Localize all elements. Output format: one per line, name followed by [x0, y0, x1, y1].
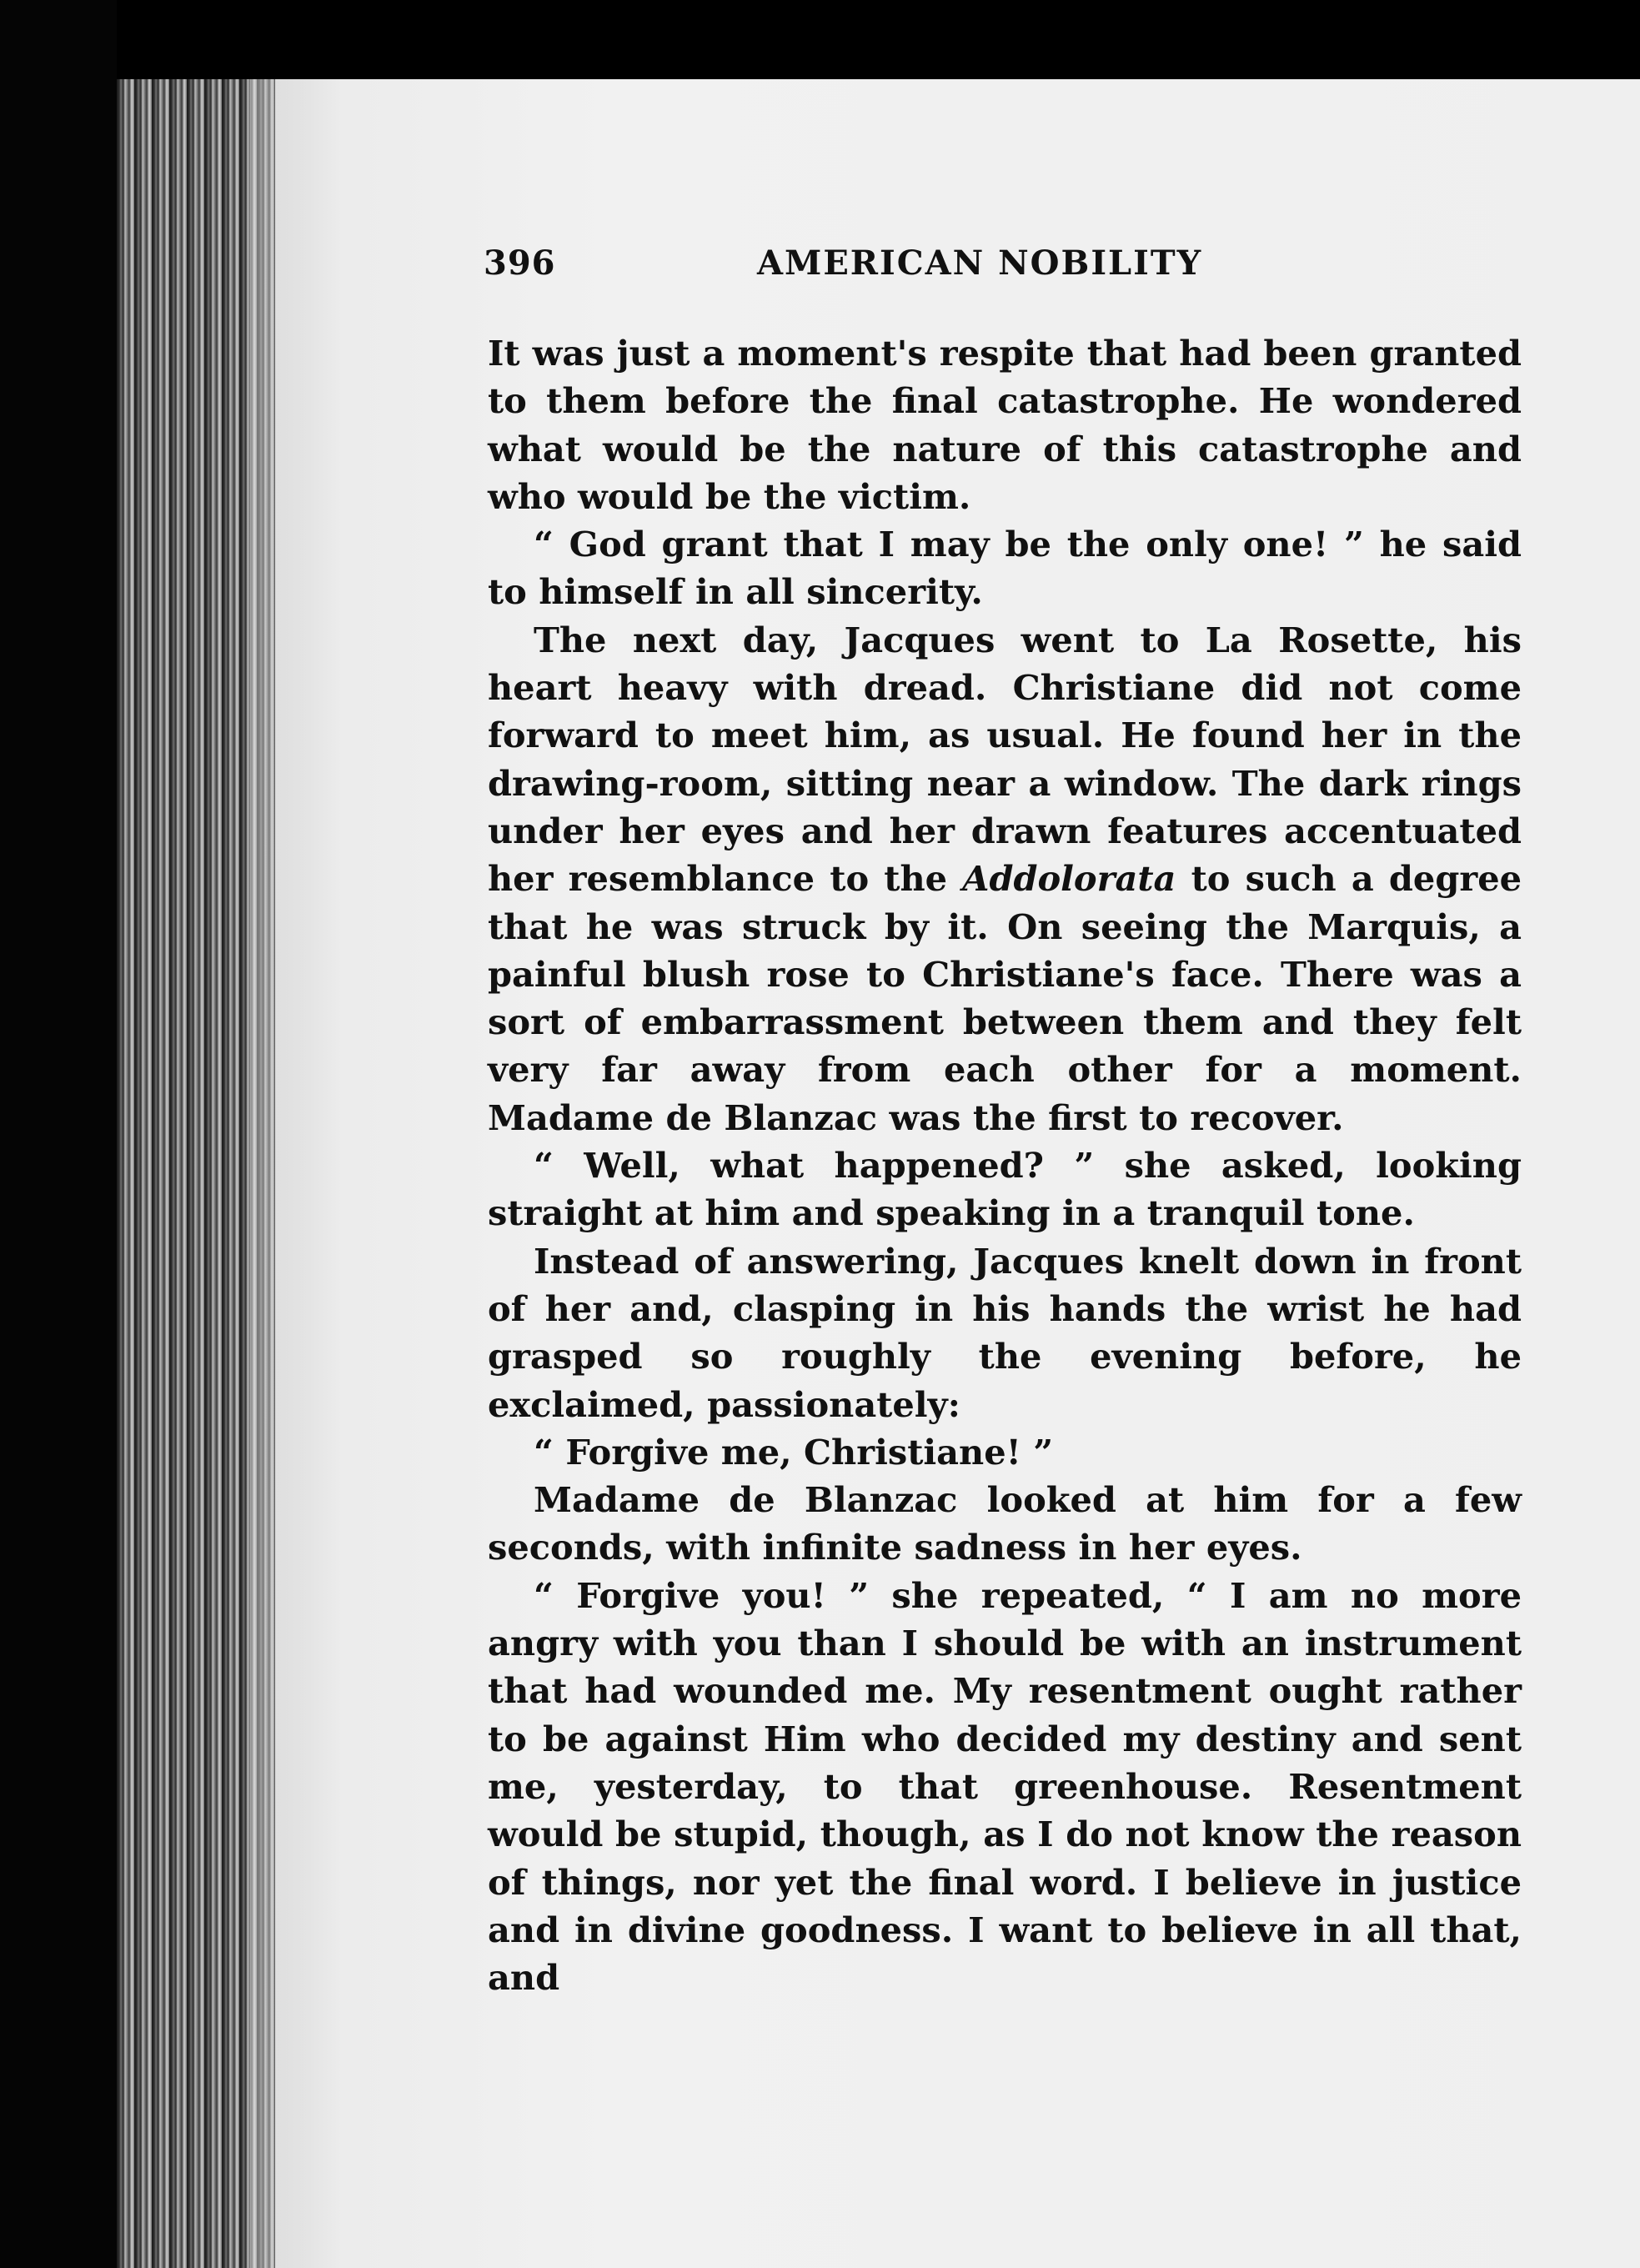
paragraph: “ Forgive you! ” she repeated, “ I am no more angry with you than I should be with an instrument that had wounded me. My resentment ought rather to be against Him who decided my destiny and sent me, yesterday, to that greenhouse. Resentment would be stupid, though, as I do not know the reason of things, nor yet the final word. I believe in justice and in divine goodness. I want to believe in all that, and — [488, 1574, 1522, 1999]
paragraph: “ Well, what happened? ” she asked, looking straight at him and speaking in a tranquil tone. — [488, 1145, 1522, 1234]
italic-word: Addolorata — [962, 858, 1176, 900]
paragraph: It was just a moment's respite that had been granted to them before the final catastrophe. He wondered what would be the nature of this catastrophe and who would be the victim. — [488, 333, 1522, 517]
paragraph: Madame de Blanzac looked at him for a few seconds, with infinite sadness in her eyes. — [488, 1479, 1522, 1568]
paragraph-text: to such a degree that he was struck by it. On seeing the Marquis, a painful blush rose to Christiane's face. There was a sort of embarrassment between them and they felt very far away from each other for a moment. Madame de Blanzac was the first to recover. — [488, 858, 1522, 1138]
paragraph: Instead of answering, Jacques knelt down in front of her and, clasping in his hands the wrist he had grasped so roughly the evening before, he exclaimed, passionately: — [488, 1240, 1522, 1425]
paragraph: “ Forgive me, Christiane! ” — [534, 1431, 1054, 1473]
body-text — [488, 329, 1522, 2001]
paragraph: “ God grant that I may be the only one! ” he said to himself in all sincerity. — [488, 524, 1522, 613]
page-header — [484, 243, 1234, 294]
paragraph — [488, 616, 1522, 1142]
paragraph-text: The next day, Jacques went to La Rosette, his heart heavy with dread. Christiane did not come forward to meet him, as usual. He found her in the drawing-room, sitting near a window. The dark rings under her eyes and her drawn features accentuated her resemblance to the — [488, 619, 1522, 900]
page-gutter — [250, 79, 317, 2268]
page-number: 396 — [484, 243, 556, 283]
running-title: AMERICAN NOBILITY — [757, 243, 1203, 283]
scan-background — [0, 0, 117, 2268]
